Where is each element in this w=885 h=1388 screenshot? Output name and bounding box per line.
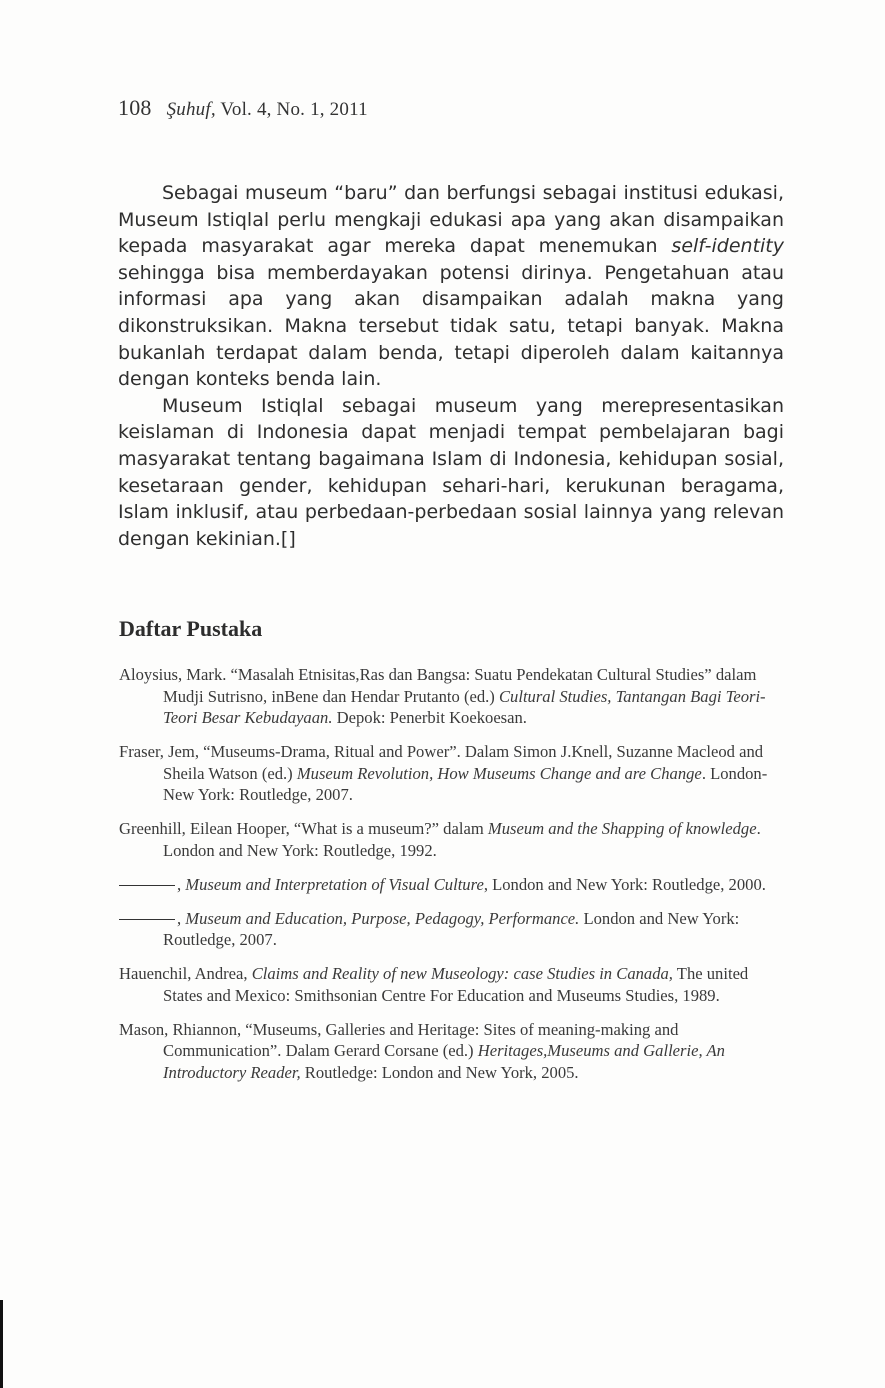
reference-title: Museum and Interpretation of Visual Culture — [185, 874, 484, 894]
reference-item — [119, 908, 785, 951]
reference-text: , London and New York: Routledge, 2000. — [483, 874, 766, 894]
paragraph — [118, 180, 784, 393]
section-title: Daftar Pustaka — [119, 616, 263, 641]
reference-title: Cultural Studies, Tantangan Bagi Teori-Teori Besar Kebudayaan. — [163, 686, 766, 727]
reference-title: Museum and Education, Purpose, Pedagogy, Performance. — [185, 908, 580, 928]
reference-title: Museum and the Shapping of knowledge — [487, 819, 757, 838]
page-number: 108 — [118, 95, 152, 120]
reference-text: , — [177, 908, 186, 928]
reference-text: Fraser, Jem, “Museums-Drama, Ritual and Power”. Dalam Simon J.Knell, Suzanne Macleod and Sheila Watson (ed.) — [119, 742, 764, 783]
reference-item — [119, 963, 785, 1006]
scan-edge-mark — [0, 1300, 3, 1388]
reference-text: Greenhill, Eilean Hooper, “What is a museum?” dalam — [119, 819, 488, 838]
journal-volume: Vol. 4, No. 1, 2011 — [220, 99, 368, 120]
reference-item — [119, 664, 785, 729]
reference-title: Claims and Reality of new Museology: case Studies in Canada, — [251, 964, 673, 983]
reference-text: . London and New York: Routledge, 1992. — [163, 819, 761, 860]
reference-title: Heritages,Museums and Gallerie, An Introductory Reader, — [163, 1041, 725, 1082]
reference-list — [119, 664, 785, 1096]
reference-text: . London- New York: Routledge, 2007. — [163, 763, 768, 804]
reference-text: London and New York: Routledge, 2007. — [163, 908, 740, 949]
paragraph-text: Museum Istiqlal sebagai museum yang merepresentasikan keislaman di Indonesia dapat menjadi tempat pembelajaran bagi masyarakat tentang bagaimana Islam di Indonesia, kehidupan sosial, kesetaraan gender, kehidupan sehari-hari, kerukunan beragama, Islam inklusif, atau perbedaan-perbedaan sosial lainnya yang relevan dengan kekinian.[] — [118, 394, 784, 550]
reference-item — [119, 741, 785, 806]
reference-text: Aloysius, Mark. “Masalah Etnisitas,Ras dan Bangsa: Suatu Pendekatan Cultural Studies” dalam Mudji Sutrisno, inBene dan Hendar Prutanto (ed.) — [119, 665, 757, 706]
reference-text: Mason, Rhiannon, “Museums, Galleries and Heritage: Sites of meaning-making and Communication”. Dalam Gerard Corsane (ed.) — [119, 1019, 679, 1060]
paragraph-italic: self-identity — [671, 235, 784, 258]
journal-name: Şuhuf, — [166, 99, 216, 120]
repeat-author-dash — [119, 919, 175, 920]
reference-item — [119, 818, 785, 861]
body-text — [118, 180, 784, 552]
reference-item — [119, 1019, 785, 1084]
running-head — [118, 95, 368, 121]
paragraph-text: sehingga bisa memberdayakan potensi dirinya. Pengetahuan atau informasi apa yang akan disampaikan adalah makna yang dikonstruksikan. Makna tersebut tidak satu, tetapi banyak. Makna bukanlah terdapat dalam benda, tetapi diperoleh dalam kaitannya dengan konteks benda lain. — [118, 261, 784, 391]
reference-text: Routledge: London and New York, 2005. — [300, 1062, 579, 1082]
paragraph — [118, 393, 784, 553]
reference-title: Museum Revolution, How Museums Change and are Change — [296, 763, 702, 783]
reference-text: The united States and Mexico: Smithsonian Centre For Education and Museums Studies, 1989. — [163, 964, 749, 1005]
reference-item — [119, 874, 785, 896]
reference-text: Depok: Penerbit Koekoesan. — [332, 708, 527, 727]
reference-text: , — [177, 874, 186, 894]
paragraph-text: Sebagai museum “baru” dan berfungsi sebagai institusi edukasi, Museum Istiqlal perlu mengkaji edukasi apa yang akan disampaikan kepada masyarakat agar mereka dapat menemukan — [118, 182, 784, 258]
reference-text: Hauenchil, Andrea, — [119, 964, 252, 983]
repeat-author-dash — [119, 885, 175, 886]
